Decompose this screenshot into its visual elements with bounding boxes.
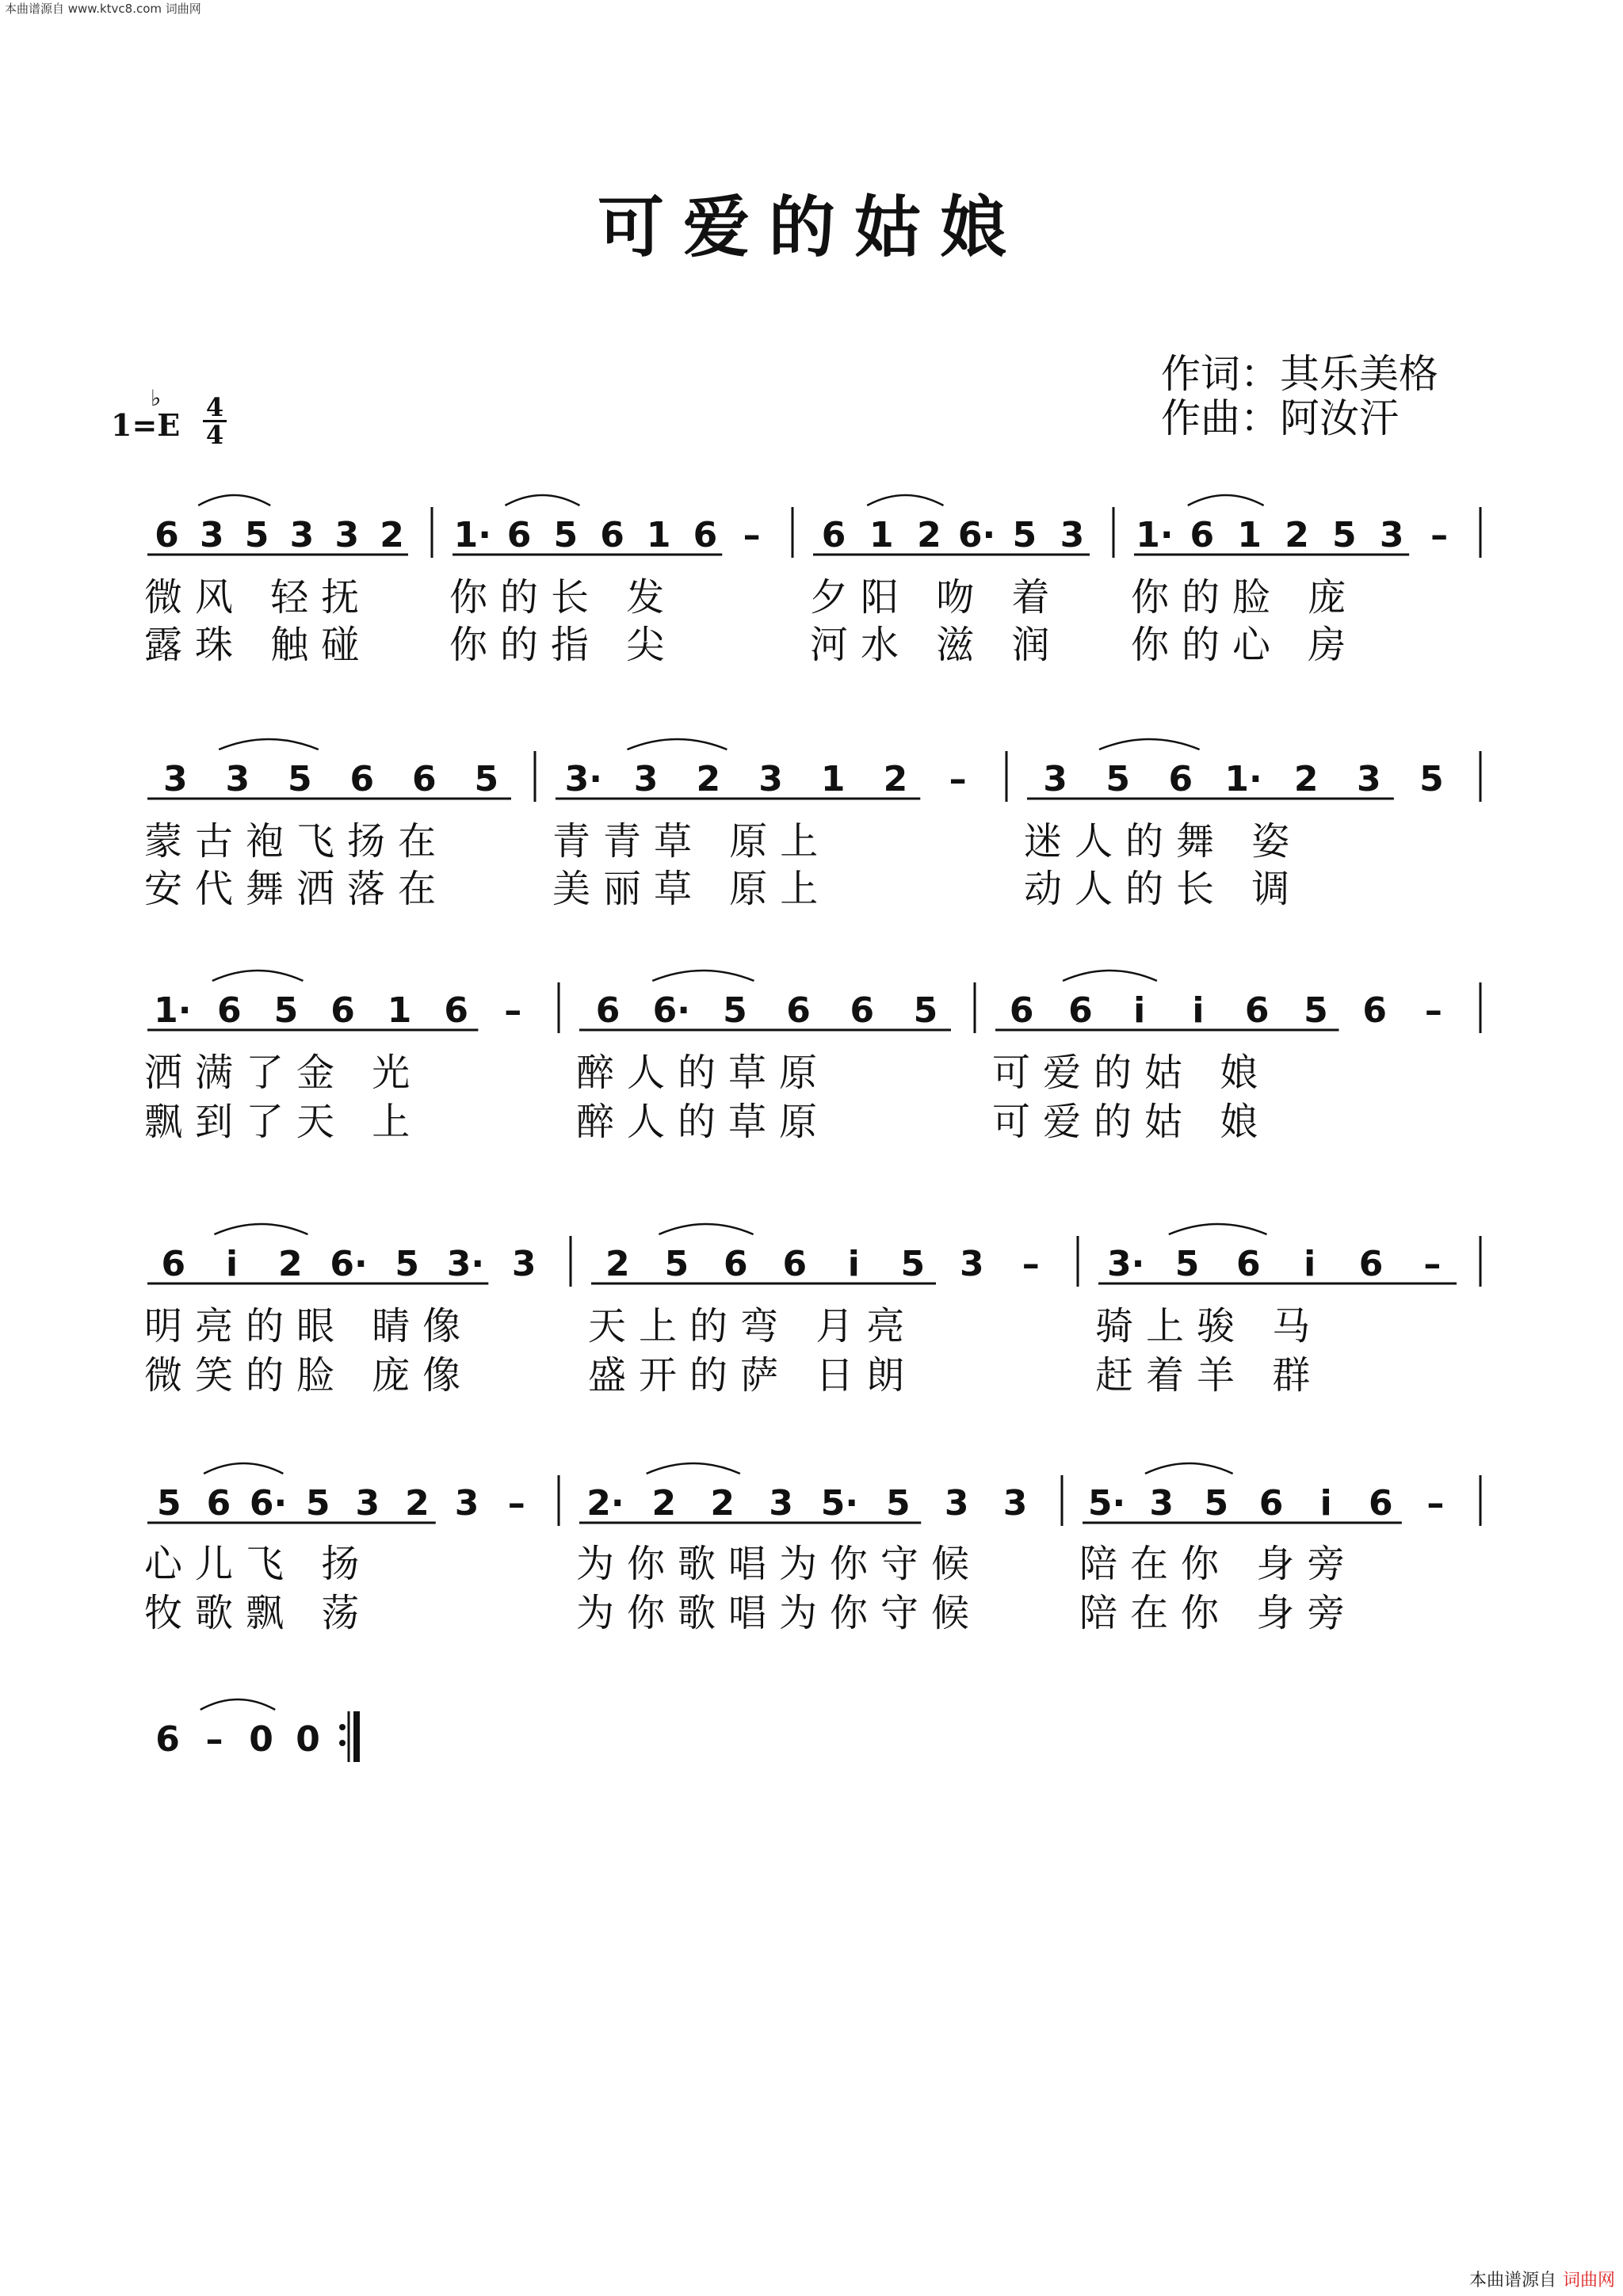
lyric-verse-2: 你的指 尖 — [449, 623, 678, 667]
jianpu-note: 3 — [1356, 759, 1381, 799]
time-top: 4 — [205, 392, 224, 422]
slur — [1063, 971, 1157, 981]
lyric-verse-1: 微风 轻抚 — [144, 575, 372, 620]
lyric-verse-2: 安代舞洒落在 — [144, 867, 449, 911]
lyric-verse-1: 洒满了金 光 — [144, 1051, 423, 1095]
lyricist-credit: 作词：其乐美格 — [1161, 351, 1438, 397]
song-title: 可爱的姑娘 — [597, 188, 1025, 266]
lyric-verse-2: 飘到了天 上 — [144, 1100, 423, 1144]
jianpu-note: 2 — [405, 1483, 430, 1524]
jianpu-note: 3 — [225, 759, 250, 799]
slur — [867, 495, 943, 505]
jianpu-note: 6 — [600, 515, 624, 555]
jianpu-note: 3 — [1379, 515, 1404, 555]
lyric-verse-2: 赶着羊 群 — [1095, 1353, 1323, 1398]
jianpu-note: – — [507, 1483, 525, 1524]
lyric-verse-1: 蒙古袍飞扬在 — [144, 819, 449, 864]
jianpu-note: 3 — [511, 1244, 537, 1284]
key-letter: E — [157, 407, 181, 443]
jianpu-note: 6 — [1236, 1244, 1261, 1284]
jianpu-note: 3 — [1149, 1483, 1174, 1524]
jianpu-note: 1· — [1224, 759, 1262, 799]
slur — [204, 1463, 283, 1474]
jianpu-note: 3 — [162, 759, 188, 799]
jianpu-note: 5 — [1012, 515, 1037, 555]
jianpu-note: 3 — [758, 759, 783, 799]
jianpu-note: 6 — [1068, 990, 1093, 1031]
composer-credit: 作曲：阿汝汗 — [1161, 395, 1399, 441]
jianpu-note: 6 — [217, 990, 242, 1031]
jianpu-note: 6 — [723, 1244, 748, 1284]
jianpu-note: – — [1022, 1244, 1040, 1284]
jianpu-note: 3 — [355, 1483, 380, 1524]
jianpu-note: 0 — [296, 1719, 320, 1760]
jianpu-note: 6 — [206, 1483, 231, 1524]
jianpu-note: 6· — [330, 1244, 368, 1284]
jianpu-note: i — [1304, 1244, 1316, 1284]
jianpu-note: 5 — [553, 515, 579, 555]
jianpu-note: 3· — [446, 1244, 485, 1284]
jianpu-note: 2· — [586, 1483, 624, 1524]
jianpu-note: 6 — [506, 515, 532, 555]
jianpu-note: 3 — [199, 515, 224, 555]
jianpu-note: 6 — [444, 990, 468, 1031]
jianpu-note: – — [1426, 1483, 1445, 1524]
jianpu-note: 6· — [957, 515, 996, 555]
jianpu-note: 6 — [1168, 759, 1193, 799]
jianpu-note: 1· — [1136, 515, 1174, 555]
slur — [214, 1224, 307, 1234]
lyric-verse-1: 心儿飞 扬 — [144, 1542, 372, 1586]
slur — [627, 739, 727, 749]
slur — [659, 1224, 753, 1234]
lyric-verse-1: 醉人的草原 — [576, 1051, 831, 1095]
jianpu-note: 6 — [349, 759, 375, 799]
jianpu-note: 5 — [913, 990, 938, 1031]
jianpu-note: – — [1423, 1244, 1442, 1284]
jianpu-note: 1· — [453, 515, 492, 555]
lyric-verse-1: 骑上骏 马 — [1095, 1304, 1323, 1348]
jianpu-note: – — [743, 515, 761, 555]
jianpu-note: 6 — [786, 990, 811, 1031]
lyric-verse-2: 你的心 房 — [1131, 623, 1359, 667]
slur — [505, 495, 579, 505]
lyric-verse-1: 你的脸 庞 — [1131, 575, 1359, 620]
jianpu-note: 3 — [633, 759, 659, 799]
repeat-dot — [339, 1740, 346, 1746]
jianpu-note: 3 — [944, 1483, 969, 1524]
jianpu-note: 1 — [869, 515, 894, 555]
jianpu-note: 3 — [289, 515, 315, 555]
lyric-verse-2: 动人的长 调 — [1024, 867, 1303, 911]
jianpu-note: 6 — [693, 515, 718, 555]
lyric-verse-2: 醉人的草原 — [576, 1100, 831, 1144]
jianpu-note: 5 — [1304, 990, 1328, 1031]
jianpu-note: – — [1424, 990, 1442, 1031]
jianpu-note: 1 — [646, 515, 671, 555]
jianpu-note: 5 — [723, 990, 747, 1031]
lyric-verse-2: 可爱的姑 娘 — [992, 1100, 1271, 1144]
jianpu-note: 6 — [1190, 515, 1215, 555]
jianpu-note: i — [847, 1244, 860, 1284]
slur — [1099, 739, 1200, 749]
jianpu-note: 2 — [917, 515, 941, 555]
jianpu-note: 5 — [244, 515, 269, 555]
jianpu-note: 6 — [155, 515, 179, 555]
flat-icon: ♭ — [151, 385, 162, 411]
jianpu-note: 6 — [330, 990, 355, 1031]
jianpu-note: 2 — [1285, 515, 1309, 555]
jianpu-note: 6 — [155, 1719, 180, 1760]
jianpu-note: 5 — [1174, 1244, 1200, 1284]
jianpu-note: 6 — [1362, 990, 1387, 1031]
jianpu-note: – — [205, 1719, 223, 1760]
jianpu-note: i — [1192, 990, 1205, 1031]
slur — [212, 971, 304, 981]
jianpu-note: 0 — [249, 1719, 273, 1760]
jianpu-note: 5· — [1087, 1483, 1126, 1524]
slur — [200, 1699, 275, 1710]
jianpu-note: 6 — [821, 515, 846, 555]
lyric-verse-1: 青青草 原上 — [552, 819, 831, 864]
lyric-verse-2: 牧歌飘 荡 — [144, 1591, 372, 1635]
watermark-bottom — [1469, 2267, 1615, 2291]
jianpu-note: 3 — [454, 1483, 479, 1524]
repeat-dot — [339, 1724, 346, 1730]
jianpu-note: 3· — [564, 759, 603, 799]
lyric-verse-2: 露珠 触碰 — [144, 623, 372, 667]
watermark-site: 词曲网 — [1562, 2271, 1615, 2290]
jianpu-note: 5· — [820, 1483, 859, 1524]
time-bottom: 4 — [205, 420, 224, 450]
lyric-verse-2: 河水 滋 润 — [810, 623, 1063, 667]
jianpu-note: 6 — [1368, 1483, 1393, 1524]
jianpu-note: – — [949, 759, 967, 799]
jianpu-note: 2 — [696, 759, 721, 799]
lyric-verse-2: 陪在你 身旁 — [1079, 1591, 1358, 1635]
jianpu-note: 5 — [287, 759, 312, 799]
lyric-verse-1: 夕阳 吻 着 — [810, 575, 1063, 620]
lyric-verse-1: 你的长 发 — [449, 575, 678, 620]
slur — [652, 971, 754, 981]
lyric-verse-1: 可爱的姑 娘 — [992, 1051, 1271, 1095]
jianpu-note: 5 — [395, 1244, 420, 1284]
jianpu-note: 6 — [1258, 1483, 1284, 1524]
watermark-bottom-text: 本曲谱源自 — [1468, 2271, 1556, 2290]
watermark-top: 本曲谱源自 www.ktvc8.com 词曲网 — [5, 2, 201, 16]
slur — [1169, 1224, 1267, 1234]
slur — [198, 495, 270, 505]
jianpu-note: 2 — [710, 1483, 735, 1524]
jianpu-note: 3· — [1106, 1244, 1145, 1284]
jianpu-note: 2 — [883, 759, 908, 799]
lyric-verse-2: 微笑的脸 庞像 — [144, 1353, 474, 1398]
jianpu-note: 1· — [154, 990, 192, 1031]
jianpu-note: – — [504, 990, 522, 1031]
jianpu-note: 3 — [1002, 1483, 1028, 1524]
jianpu-note: 5 — [273, 990, 299, 1031]
jianpu-note: 6· — [249, 1483, 288, 1524]
jianpu-note: 5 — [1419, 759, 1444, 799]
lyric-verse-1: 为你歌唱为你守候 — [576, 1542, 983, 1586]
jianpu-note: 3 — [959, 1244, 984, 1284]
jianpu-note: 6 — [850, 990, 875, 1031]
jianpu-note: 5 — [1332, 515, 1357, 555]
lyric-verse-1: 迷人的舞 姿 — [1024, 819, 1303, 864]
jianpu-note: 3 — [334, 515, 360, 555]
jianpu-note: 3 — [769, 1483, 793, 1524]
jianpu-note: 2 — [277, 1244, 303, 1284]
jianpu-note: 6 — [595, 990, 621, 1031]
jianpu-note: 5 — [664, 1244, 689, 1284]
jianpu-note: 5 — [886, 1483, 911, 1524]
jianpu-note: 2 — [651, 1483, 677, 1524]
jianpu-note: 2 — [605, 1244, 630, 1284]
jianpu-note: 6 — [411, 759, 437, 799]
slur — [219, 739, 319, 749]
jianpu-note: 5 — [474, 759, 499, 799]
jianpu-note: 6 — [1358, 1244, 1384, 1284]
slur — [647, 1463, 740, 1474]
jianpu-note: 3 — [1060, 515, 1085, 555]
jianpu-note: 5 — [157, 1483, 181, 1524]
jianpu-note: 5 — [900, 1244, 926, 1284]
jianpu-note: 6 — [1009, 990, 1034, 1031]
jianpu-note: i — [1319, 1483, 1332, 1524]
jianpu-note: 5 — [305, 1483, 330, 1524]
lyric-verse-2: 盛开的萨 日朗 — [588, 1353, 918, 1398]
jianpu-note: – — [1430, 515, 1449, 555]
lyric-verse-1: 陪在你 身旁 — [1079, 1542, 1358, 1586]
jianpu-note: i — [1133, 990, 1146, 1031]
jianpu-note: 6 — [782, 1244, 808, 1284]
jianpu-note: 1 — [820, 759, 846, 799]
jianpu-note: 5 — [1106, 759, 1131, 799]
jianpu-note: 6 — [1244, 990, 1270, 1031]
jianpu-note: 2 — [1293, 759, 1319, 799]
jianpu-note: 2 — [380, 515, 404, 555]
jianpu-note: 6 — [161, 1244, 186, 1284]
jianpu-note: 1 — [1237, 515, 1262, 555]
jianpu-note: 5 — [1204, 1483, 1229, 1524]
lyric-verse-1: 天上的弯 月亮 — [588, 1304, 918, 1348]
lyric-verse-2: 美丽草 原上 — [552, 867, 831, 911]
jianpu-note: i — [226, 1244, 239, 1284]
slur — [1145, 1463, 1233, 1474]
jianpu-note: 3 — [1043, 759, 1067, 799]
key-one-eq: 1= — [111, 407, 158, 443]
lyric-verse-1: 明亮的眼 睛像 — [144, 1304, 474, 1348]
jianpu-note: 1 — [387, 990, 412, 1031]
slur — [1188, 495, 1264, 505]
jianpu-note: 6· — [652, 990, 690, 1031]
lyric-verse-2: 为你歌唱为你守候 — [576, 1591, 983, 1635]
